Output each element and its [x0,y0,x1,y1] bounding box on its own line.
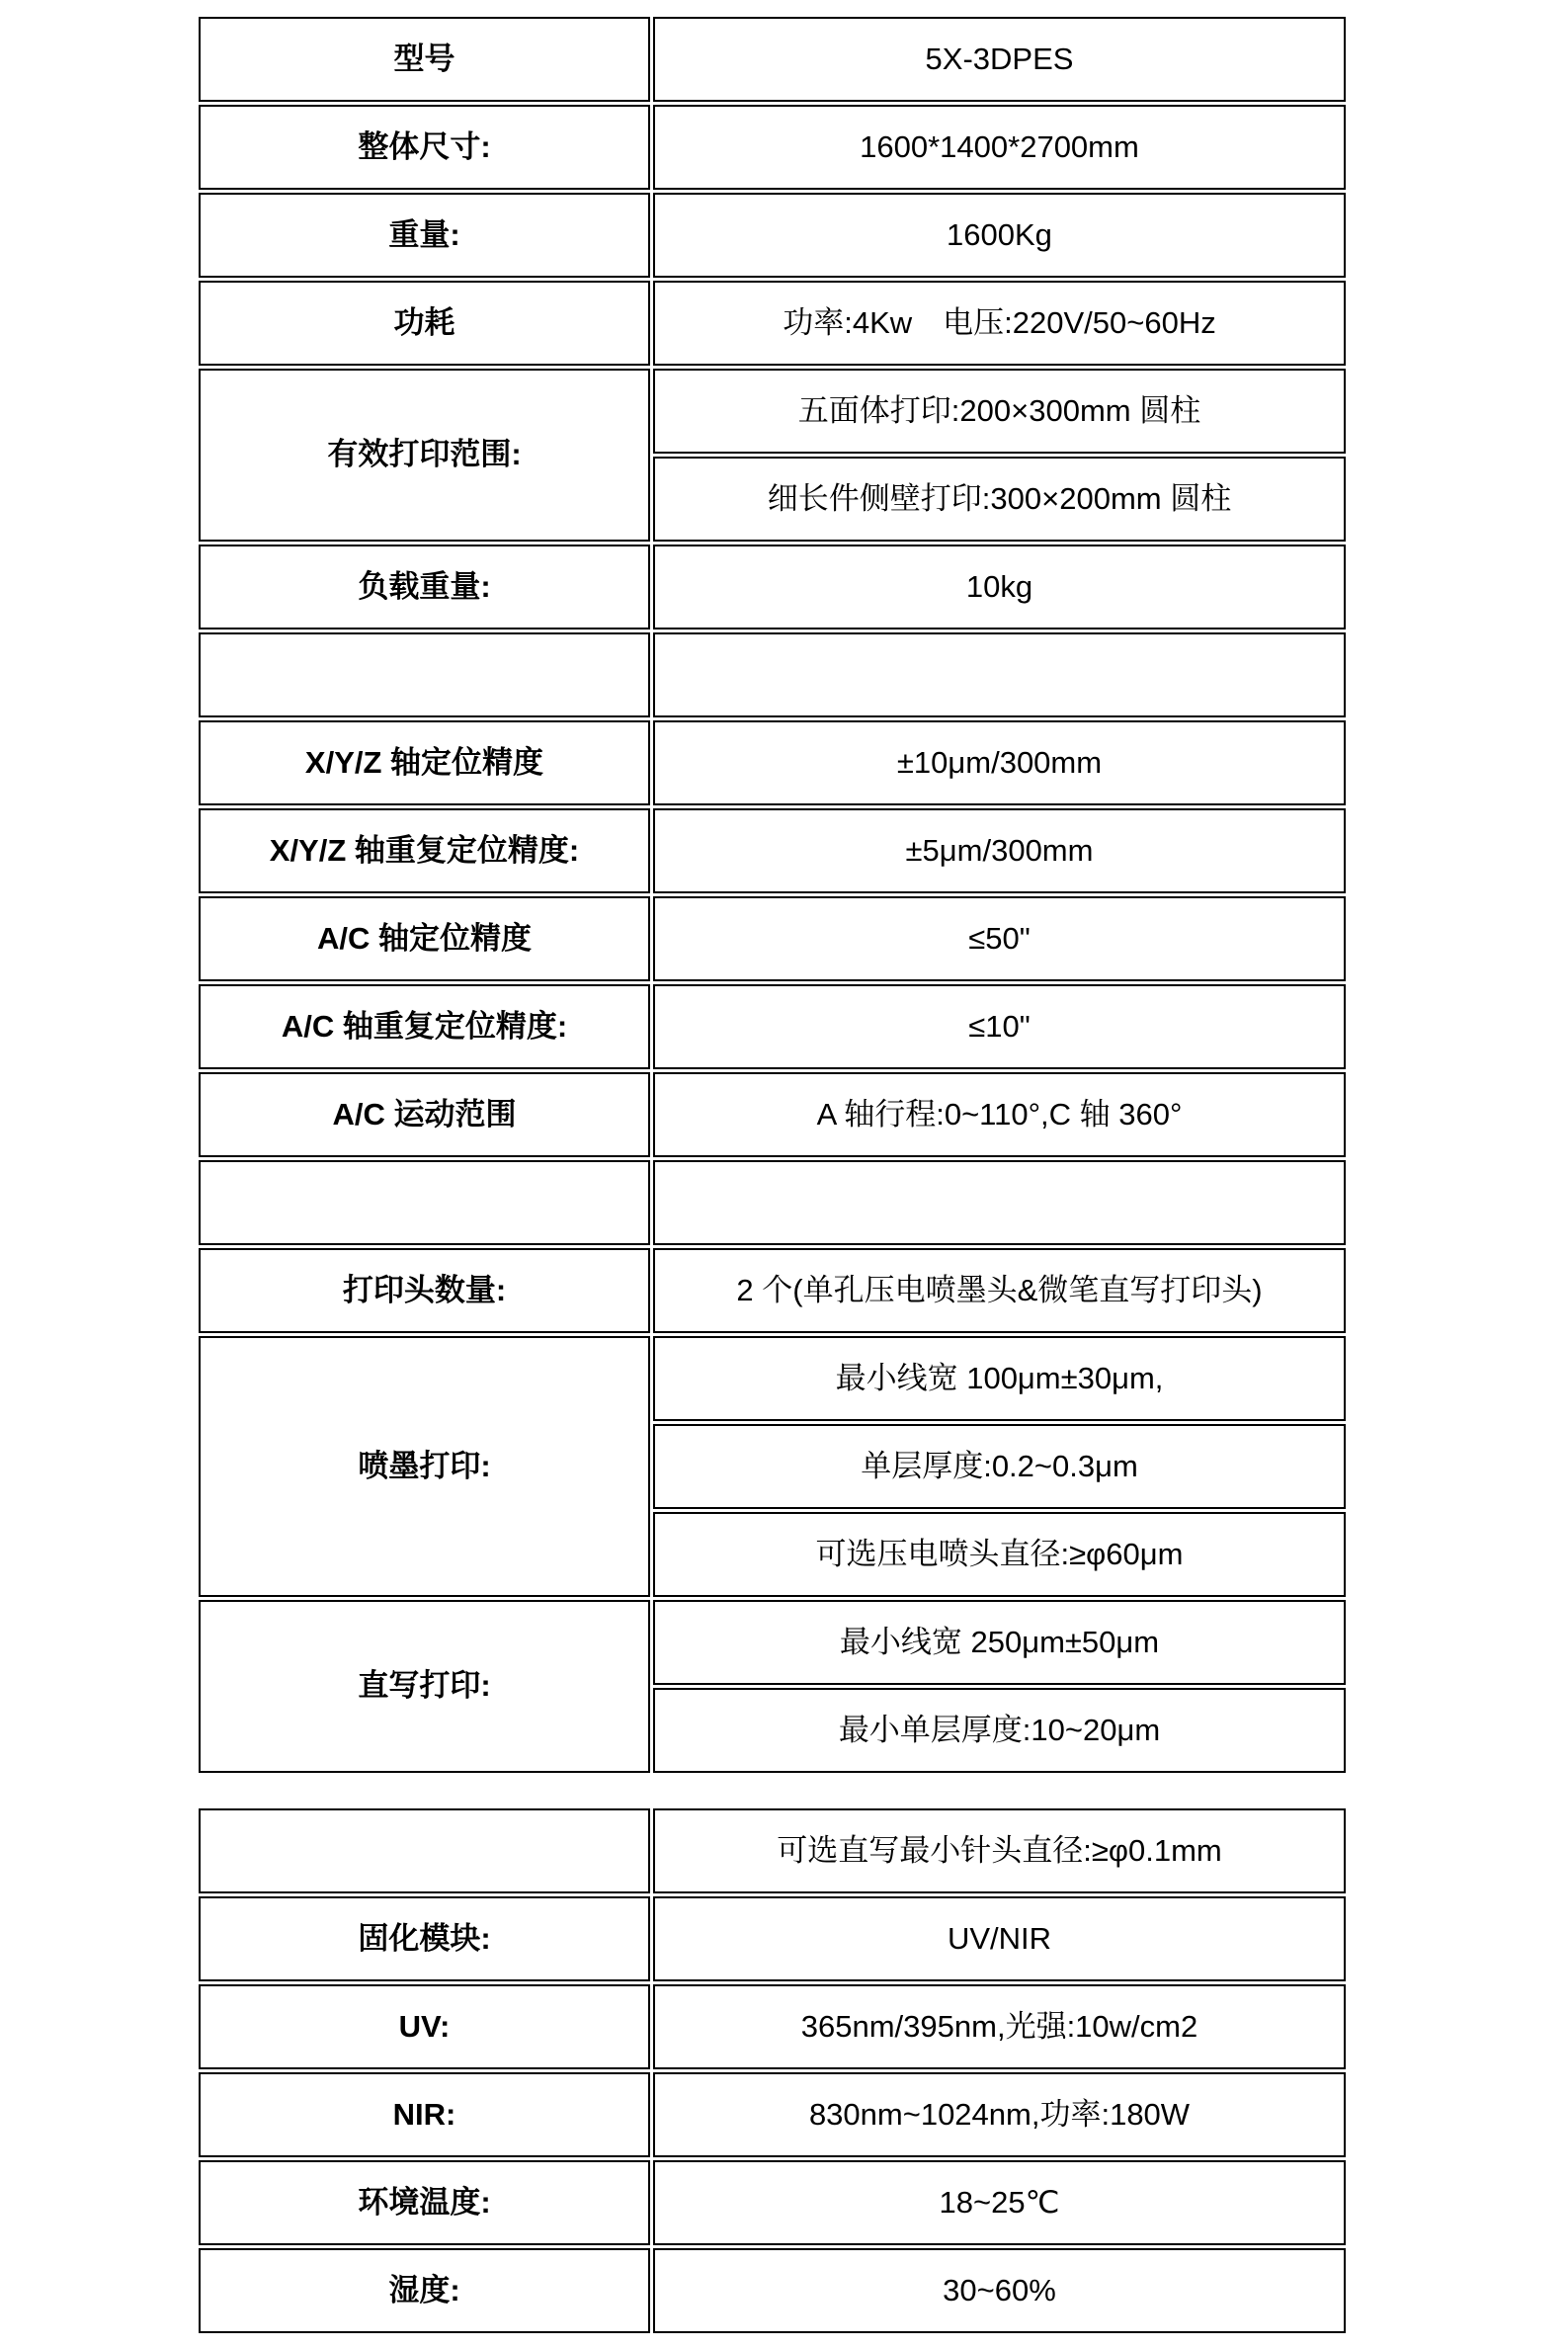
table-row-needle-diameter [199,1808,1346,1893]
value-inkjet-nozzle-diameter: 可选压电喷头直径:≥φ60μm [653,1512,1346,1597]
value-direct-write-layer-thickness: 最小单层厚度:10~20μm [653,1688,1346,1773]
label-print-range: 有效打印范围: [199,369,650,542]
value-humidity: 30~60% [653,2248,1346,2333]
table-row-xyz-positioning-accuracy [199,720,1346,805]
value-curing-module: UV/NIR [653,1896,1346,1981]
label-overall-size: 整体尺寸: [199,105,650,190]
label-model: 型号 [199,17,650,102]
value-print-range-slender: 细长件侧壁打印:300×200mm 圆柱 [653,457,1346,542]
label-printhead-count: 打印头数量: [199,1248,650,1333]
label-spacer-1 [199,632,650,717]
label-humidity: 湿度: [199,2248,650,2333]
value-uv: 365nm/395nm,光强:10w/cm2 [653,1984,1346,2069]
value-overall-size: 1600*1400*2700mm [653,105,1346,190]
table-row-xyz-repeat-accuracy [199,808,1346,893]
table-row-direct-write-linewidth [199,1600,1346,1685]
value-load-weight: 10kg [653,545,1346,629]
value-spacer-1 [653,632,1346,717]
label-spacer-2 [199,1160,650,1245]
label-load-weight: 负载重量: [199,545,650,629]
table-row-spacer-2 [199,1160,1346,1245]
label-nir: NIR: [199,2072,650,2157]
table-row-humidity [199,2248,1346,2333]
value-inkjet-linewidth: 最小线宽 100μm±30μm, [653,1336,1346,1421]
value-print-range-penta: 五面体打印:200×300mm 圆柱 [653,369,1346,454]
table-row-ac-positioning-accuracy [199,896,1346,981]
value-spacer-2 [653,1160,1346,1245]
table-row-ambient-temperature [199,2160,1346,2245]
value-xyz-positioning-accuracy: ±10μm/300mm [653,720,1346,805]
table-row-ac-motion-range [199,1072,1346,1157]
spec-table-upper [196,14,1349,1776]
value-weight: 1600Kg [653,193,1346,278]
label-ambient-temperature: 环境温度: [199,2160,650,2245]
label-weight: 重量: [199,193,650,278]
value-inkjet-layer-thickness: 单层厚度:0.2~0.3μm [653,1424,1346,1509]
value-ambient-temperature: 18~25℃ [653,2160,1346,2245]
label-xyz-repeat-accuracy: X/Y/Z 轴重复定位精度: [199,808,650,893]
table-row-print-range-penta [199,369,1346,454]
value-needle-diameter: 可选直写最小针头直径:≥φ0.1mm [653,1808,1346,1893]
table-row-power-consumption [199,281,1346,366]
spec-table-lower [196,1805,1349,2336]
value-xyz-repeat-accuracy: ±5μm/300mm [653,808,1346,893]
label-needle-diameter [199,1808,650,1893]
table-row-uv [199,1984,1346,2069]
value-direct-write-linewidth: 最小线宽 250μm±50μm [653,1600,1346,1685]
label-ac-motion-range: A/C 运动范围 [199,1072,650,1157]
label-power-consumption: 功耗 [199,281,650,366]
label-inkjet-print: 喷墨打印: [199,1336,650,1597]
label-curing-module: 固化模块: [199,1896,650,1981]
table-row-model [199,17,1346,102]
table-row-spacer-1 [199,632,1346,717]
label-uv: UV: [199,1984,650,2069]
table-row-load-weight [199,545,1346,629]
table-row-overall-size [199,105,1346,190]
table-row-printhead-count [199,1248,1346,1333]
value-power-consumption: 功率:4Kw 电压:220V/50~60Hz [653,281,1346,366]
table-row-inkjet-linewidth [199,1336,1346,1421]
table-row-weight [199,193,1346,278]
value-ac-motion-range: A 轴行程:0~110°,C 轴 360° [653,1072,1346,1157]
table-row-ac-repeat-accuracy [199,984,1346,1069]
value-printhead-count: 2 个(单孔压电喷墨头&微笔直写打印头) [653,1248,1346,1333]
label-xyz-positioning-accuracy: X/Y/Z 轴定位精度 [199,720,650,805]
value-nir: 830nm~1024nm,功率:180W [653,2072,1346,2157]
table-row-nir [199,2072,1346,2157]
value-model: 5X-3DPES [653,17,1346,102]
label-ac-positioning-accuracy: A/C 轴定位精度 [199,896,650,981]
value-ac-positioning-accuracy: ≤50" [653,896,1346,981]
label-direct-write-print: 直写打印: [199,1600,650,1773]
value-ac-repeat-accuracy: ≤10" [653,984,1346,1069]
table-row-curing-module [199,1896,1346,1981]
label-ac-repeat-accuracy: A/C 轴重复定位精度: [199,984,650,1069]
